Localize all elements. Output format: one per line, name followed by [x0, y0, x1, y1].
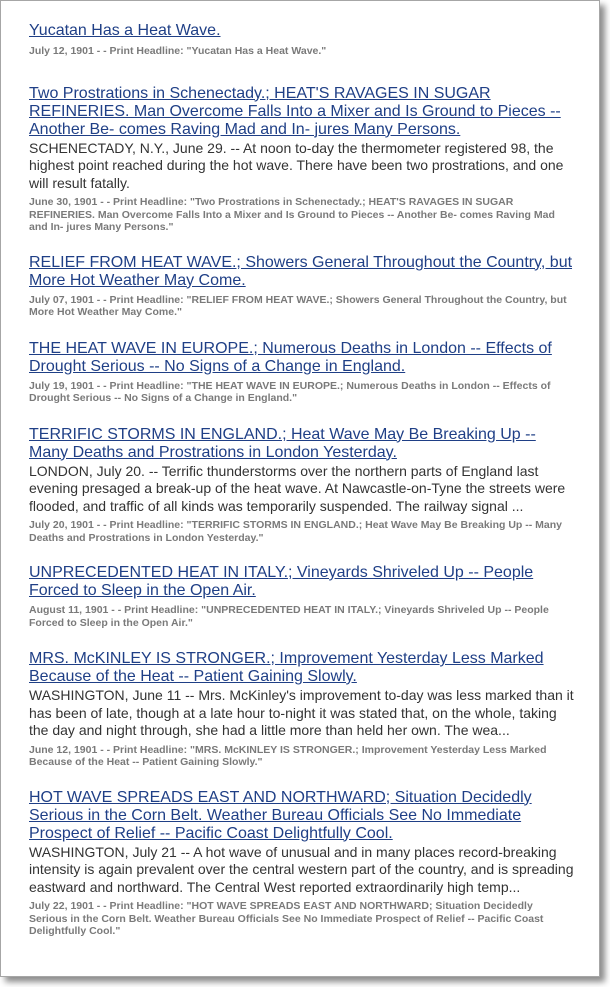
result-item — [29, 319, 574, 405]
result-snippet: SCHENECTADY, N.Y., June 29. -- At noon to-day the thermometer registered 98, the highest point reached during the hot wave. There have been two prostrations, and one will result fatally. — [29, 139, 564, 191]
result-meta: July 22, 1901 - - Print Headline: "HOT WAVE SPREADS EAST AND NORTHWARD; Situation Decidedly Serious in the Corn Belt. Weather Bureau Officials See No Immediate Prospect of Relief -- Pacific Coast Delightfully Cool." — [29, 900, 544, 937]
result-meta: July 19, 1901 - - Print Headline: "THE HEAT WAVE IN EUROPE.; Numerous Deaths in London -- Effects of Drought Serious -- No Signs of a Change in England." — [29, 379, 551, 404]
result-item — [29, 544, 574, 629]
result-meta: June 30, 1901 - - Print Headline: "Two Prostrations in Schenectady.; HEAT'S RAVAGES IN SUGAR REFINERIES. Man Overcome Falls Into a Mixer and Is Ground to Pieces -- Another Be- comes Raving Mad and In- jures Many Persons." — [29, 196, 555, 233]
results-list — [29, 22, 574, 938]
result-item — [29, 65, 574, 234]
result-headline-link[interactable]: RELIEF FROM HEAT WAVE.; Showers General Throughout the Country, but More Hot Weather May Come. — [29, 253, 573, 289]
result-item — [29, 405, 574, 545]
result-headline-link[interactable]: Two Prostrations in Schenectady.; HEAT'S RAVAGES IN SUGAR REFINERIES. Man Overcome Falls Into a Mixer and Is Ground to Pieces -- Another Be- comes Raving Mad and In- jures Many Persons. — [29, 84, 561, 138]
result-headline-link[interactable]: TERRIFIC STORMS IN ENGLAND.; Heat Wave May Be Breaking Up -- Many Deaths and Prostrations in London Yesterday. — [29, 425, 536, 461]
result-meta: July 20, 1901 - - Print Headline: "TERRIFIC STORMS IN ENGLAND.; Heat Wave May Be Breaking Up -- Many Deaths and Prostrations in London Yesterday." — [29, 519, 563, 544]
result-headline-link[interactable]: THE HEAT WAVE IN EUROPE.; Numerous Deaths in London -- Effects of Drought Serious -- No Signs of a Change in England. — [29, 339, 552, 375]
result-headline-link[interactable]: UNPRECEDENTED HEAT IN ITALY.; Vineyards Shriveled Up -- People Forced to Sleep in the Open Air. — [29, 564, 534, 599]
result-item — [29, 22, 574, 58]
result-meta: August 11, 1901 - - Print Headline: "UNPRECEDENTED HEAT IN ITALY.; Vineyards Shriveled Up -- People Forced to Sleep in the Open Air." — [29, 604, 549, 629]
result-headline-link[interactable]: MRS. McKINLEY IS STRONGER.; Improvement Yesterday Less Marked Because of the Heat -- Patient Gaining Slowly. — [29, 650, 544, 685]
result-headline-link[interactable]: Yucatan Has a Heat Wave. — [29, 22, 221, 39]
result-item — [29, 769, 574, 938]
result-item — [29, 234, 574, 319]
result-item — [29, 629, 574, 769]
result-snippet: LONDON, July 20. -- Terrific thunderstorms over the northern parts of England last evening presaged a break-up of the heat wave. At Nawcastle-on-Tyne the streets were flooded, and traffic of all kinds was temporarily suspended. The railway signal ... — [29, 462, 566, 514]
result-meta: June 12, 1901 - - Print Headline: "MRS. McKINLEY IS STRONGER.; Improvement Yesterday Less Marked Because of the Heat -- Patient Gaining Slowly." — [29, 743, 547, 768]
result-snippet: WASHINGTON, June 11 -- Mrs. McKinley's improvement to-day was less marked than it has been of late, though at a late hour to-night it was stated that, on the whole, taking the day and night through, she had a little more than held her own. The wea... — [29, 687, 574, 738]
result-headline-link[interactable]: HOT WAVE SPREADS EAST AND NORTHWARD; Situation Decidedly Serious in the Corn Belt. Weather Bureau Officials See No Immediate Prospect of Relief -- Pacific Coast Delightfully Cool. — [29, 788, 532, 842]
result-meta: July 07, 1901 - - Print Headline: "RELIEF FROM HEAT WAVE.; Showers General Throughout the Country, but More Hot Weather May Come." — [29, 293, 567, 318]
result-snippet: WASHINGTON, July 21 -- A hot wave of unusual and in many places record-breaking intensity is again prevalent over the central western part of the country, and is spreading eastward and northward. The Central West reported extraordinarily high temp... — [29, 843, 574, 895]
result-meta: July 12, 1901 - - Print Headline: "Yucatan Has a Heat Wave." — [29, 45, 327, 57]
